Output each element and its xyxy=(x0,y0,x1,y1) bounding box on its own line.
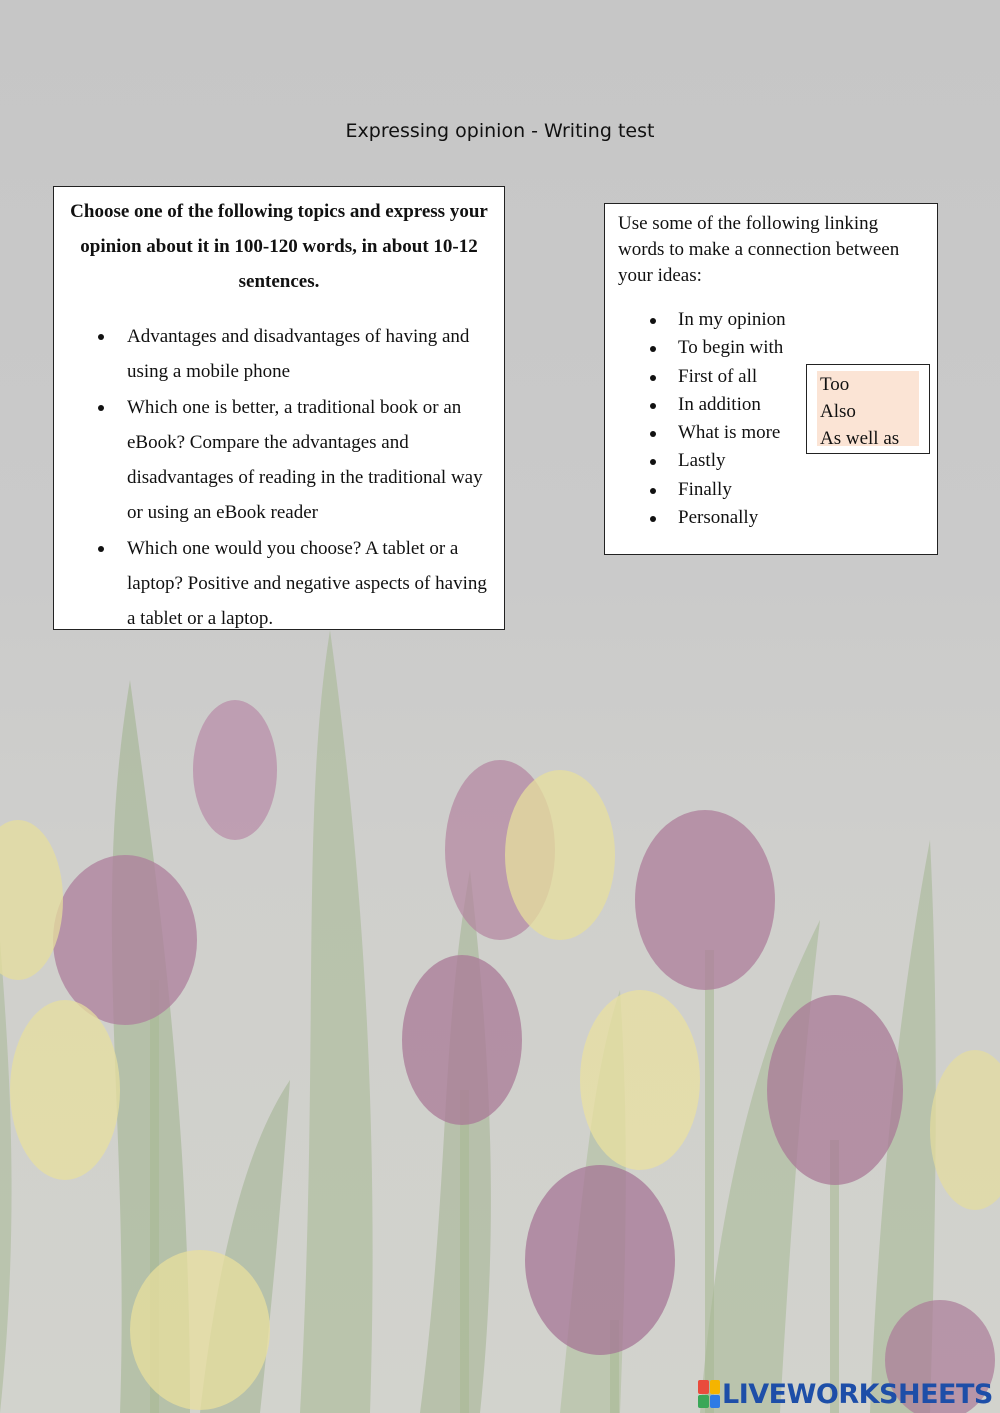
bullet-icon xyxy=(650,346,656,352)
tulip-background-image xyxy=(0,620,1000,1413)
task-box xyxy=(53,186,505,630)
topic-list xyxy=(54,319,504,636)
linking-word: Finally xyxy=(678,478,732,500)
bullet-icon xyxy=(650,431,656,437)
additional-words-highlight xyxy=(817,371,919,449)
bullet-icon xyxy=(650,375,656,381)
linking-word: In my opinion xyxy=(678,309,786,330)
bullet-icon xyxy=(98,546,104,552)
additional-word: Also xyxy=(820,401,856,422)
linking-words-box xyxy=(604,203,938,555)
linking-intro: Use some of the following linking words to make a connection between your ideas: xyxy=(618,213,900,286)
bullet-icon xyxy=(650,318,656,324)
list-item xyxy=(54,531,504,636)
list-item xyxy=(54,319,504,389)
list-item xyxy=(605,306,937,334)
linking-word: First of all xyxy=(678,365,758,387)
page-title: Expressing opinion - Writing test xyxy=(345,120,655,142)
linking-word: In addition xyxy=(678,393,761,415)
logo-icon xyxy=(698,1380,720,1408)
linking-word: Lastly xyxy=(678,450,726,472)
topic-text: Which one is better, a traditional book or an eBook? Compare the advantages and disadvantages of reading in the traditional way or using an eBook reader xyxy=(127,397,483,523)
list-item xyxy=(54,390,504,530)
bullet-icon xyxy=(650,403,656,409)
bullet-icon xyxy=(650,459,656,465)
topic-text: Advantages and disadvantages of having and using a mobile phone xyxy=(127,326,470,382)
additional-words-box xyxy=(806,364,930,454)
bullet-icon xyxy=(650,516,656,522)
linking-word: Personally xyxy=(678,507,759,529)
task-instructions: Choose one of the following topics and express your opinion about it in 100-120 words, in about 10-12 sentences. xyxy=(70,201,488,292)
bullet-icon xyxy=(98,405,104,411)
additional-word: Too xyxy=(820,374,850,395)
brand-name: LIVEWORKSHEETS xyxy=(722,1378,993,1410)
additional-word: As well as xyxy=(820,428,900,449)
topic-text: Which one would you choose? A tablet or a laptop? Positive and negative aspects of having a tablet or a laptop. xyxy=(127,538,487,629)
bullet-icon xyxy=(98,334,104,340)
linking-word: To begin with xyxy=(678,337,784,359)
liveworksheets-logo[interactable] xyxy=(698,1376,993,1412)
list-item xyxy=(605,504,937,532)
list-item xyxy=(605,476,937,504)
list-item xyxy=(605,334,937,362)
linking-word: What is more xyxy=(678,422,781,444)
bullet-icon xyxy=(650,488,656,494)
